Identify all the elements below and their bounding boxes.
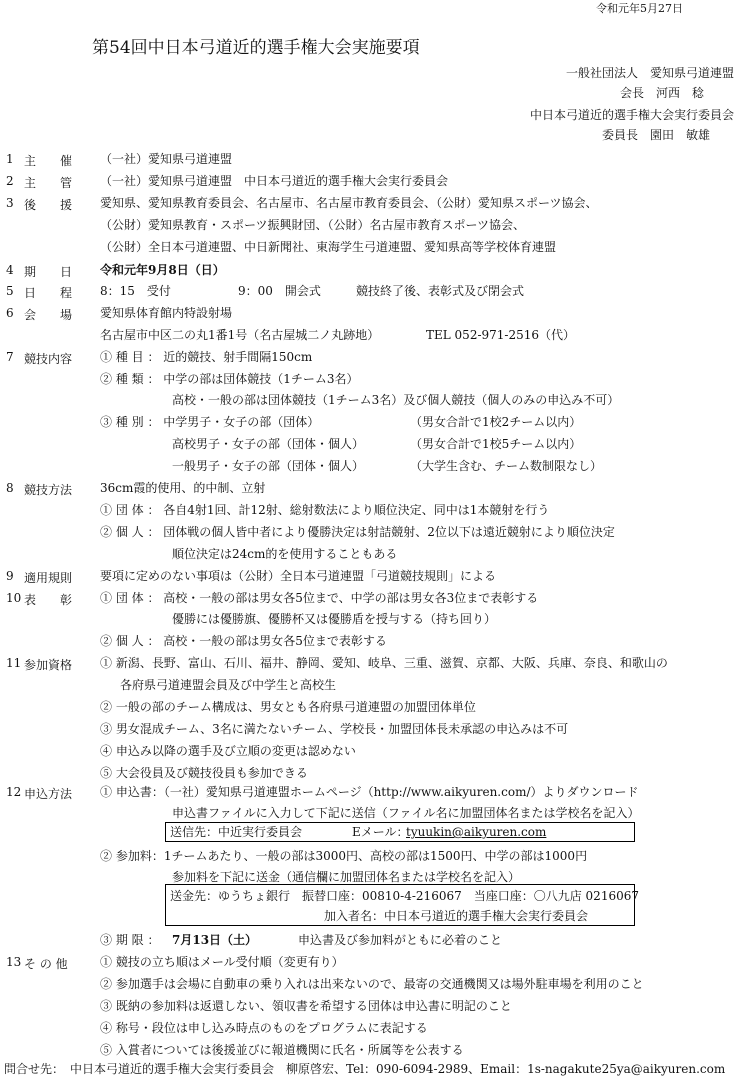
section-text: ② 個 人 ： 団体戦の個人皆中者により優勝決定は射詰競射、2位以下は遠近競射により順位決定	[100, 525, 615, 539]
section-text: ② 種 類 ： 中学の部は団体競技（1チーム3名）	[100, 372, 359, 386]
section-label: 競技内容	[24, 352, 73, 366]
section-text: （公財）全日本弓道連盟、中日新聞社、東海学生弓道連盟、愛知県高等学校体育連盟	[100, 240, 557, 254]
section-number: 8	[6, 481, 14, 495]
section-text: 要項に定めのない事項は（公財）全日本弓道連盟「弓道競技規則」による	[100, 569, 497, 583]
section-text: ④ 称号・段位は申し込み時点のものをプログラムに表記する	[100, 1021, 428, 1035]
email-recipient: 送信先：中近実行委員会	[170, 825, 303, 839]
section-label: そ の 他	[24, 957, 68, 971]
section-text: 優勝には優勝旗、優勝杯又は優勝盾を授与する（持ち回り）	[172, 612, 497, 626]
section-label: 表 彰	[24, 593, 73, 607]
section-number: 13	[6, 955, 22, 969]
section-text: ② 参加選手は会場に自動車の乗り入れは出来ないので、最寄の交通機関又は場外駐車場を利用のこと	[100, 977, 644, 991]
section-number: 12	[6, 785, 22, 799]
section-text: ① 申込書：（一社）愛知県弓道連盟ホームページ（http://www.aikyuren.com/）よりダウンロード	[100, 785, 639, 799]
section-number: 9	[6, 569, 14, 583]
section-text: ⑤ 大会役員及び競技役員も参加できる	[100, 766, 308, 780]
section-text: 順位決定は24cm的を使用することもある	[172, 547, 398, 561]
section-note: （男女合計で1校2チーム以内）	[410, 415, 582, 429]
section-number: 11	[6, 656, 22, 670]
section-text: 高校男子・女子の部（団体・個人）	[172, 437, 365, 451]
section-label: 会 場	[24, 308, 73, 322]
section-number: 5	[6, 284, 14, 298]
venue-phone: TEL 052-971-2516（代）	[426, 328, 576, 342]
schedule-item: 8：15 受付	[100, 284, 171, 298]
section-text: 高校・一般の部は団体競技（1チーム3名）及び個人競技（個人のみの申込み不可）	[172, 393, 620, 407]
venue-name: 愛知県体育館内特設射場	[100, 306, 233, 320]
section-note: （男女合計で1校5チーム以内）	[410, 437, 582, 451]
section-label: 競技方法	[24, 483, 73, 497]
payment-account: 送金先：ゆうちょ銀行 振替口座：00810-4-216067 当座口座：〇八九店 0216067	[170, 889, 639, 903]
section-text: 各府県弓道連盟会員及び中学生と高校生	[120, 678, 337, 692]
deadline-label: ③ 期 限 ：	[100, 933, 160, 947]
section-number: 4	[6, 263, 14, 277]
schedule-item: 競技終了後、表彰式及び閉会式	[356, 284, 525, 298]
deadline-date: 7月13日（土）	[172, 933, 258, 947]
payment-holder: 加入者名：中日本弓道近的選手権大会実行委員会	[324, 909, 589, 923]
contact-info: 問合せ先： 中日本弓道近的選手権大会実行委員会 柳原啓宏、Tel：090-6094-2989、Email：1s-nagakute25ya@aikyuren.com	[4, 1062, 726, 1076]
venue-address: 名古屋市中区二の丸1番1号（名古屋城二ノ丸跡地）	[100, 328, 380, 342]
section-label: 参加資格	[24, 658, 73, 672]
section-text: ④ 申込み以降の選手及び立順の変更は認めない	[100, 744, 356, 758]
document-date: 令和元年5月27日	[596, 2, 683, 15]
email-link[interactable]: tyuukin@aikyuren.com	[406, 825, 547, 839]
section-text: ③ 男女混成チーム、3名に満たないチーム、学校長・加盟団体長未承認の申込みは不可	[100, 722, 569, 736]
section-number: 10	[6, 591, 22, 605]
deadline-note: 申込書及び参加料がともに必着のこと	[298, 933, 503, 947]
section-number: 7	[6, 350, 14, 364]
organizer-line: 会長 河西 稔	[619, 86, 704, 100]
document-title: 第54回中日本弓道近的選手権大会実施要項	[92, 38, 420, 58]
email-label: Eメール：	[352, 825, 409, 839]
event-date: 令和元年9月8日（日）	[100, 263, 225, 277]
section-number: 3	[6, 196, 14, 210]
section-label: 期 日	[24, 265, 73, 279]
organizer-line: 一般社団法人 愛知県弓道連盟	[565, 66, 734, 80]
section-text: ① 新潟、長野、富山、石川、福井、静岡、愛知、岐阜、三重、滋賀、京都、大阪、兵庫、奈良、和歌山の	[100, 656, 668, 670]
section-number: 1	[6, 152, 14, 166]
section-text: ② 参加料：1チームあたり、一般の部は3000円、高校の部は1500円、中学の部は1000円	[100, 849, 588, 863]
section-text: ① 競技の立ち順はメール受付順（変更有り）	[100, 955, 344, 969]
section-text: ③ 種 別 ： 中学男子・女子の部（団体）	[100, 415, 320, 429]
schedule-item: 9：00 開会式	[238, 284, 321, 298]
section-note: （大学生含む、チーム数制限なし）	[410, 459, 603, 473]
section-text: ② 個 人 ： 高校・一般の部は男女各5位まで表彰する	[100, 634, 387, 648]
section-text: ⑤ 入賞者については後援並びに報道機関に氏名・所属等を公表する	[100, 1043, 464, 1057]
section-label: 主 催	[24, 154, 73, 168]
section-text: 愛知県、愛知県教育委員会、名古屋市、名古屋市教育委員会、（公財）愛知県スポーツ協会、	[100, 196, 598, 210]
section-text: ③ 既納の参加料は返還しない、領収書を希望する団体は申込書に明記のこと	[100, 999, 512, 1013]
section-text: ① 種 目 ： 近的競技、射手間隔150cm	[100, 350, 313, 364]
section-label: 主 管	[24, 176, 73, 190]
section-number: 6	[6, 306, 14, 320]
section-number: 2	[6, 174, 14, 188]
section-text: 36cm霞的使用、的中制、立射	[100, 481, 266, 495]
section-label: 日 程	[24, 286, 73, 300]
section-label: 申込方法	[24, 787, 73, 801]
section-text: 申込書ファイルに入力して下記に送信（ファイル名に加盟団体名または学校名を記入）	[172, 806, 640, 820]
section-label: 後 援	[24, 198, 73, 212]
section-text: 参加料を下記に送金（通信欄に加盟団体名または学校名を記入）	[172, 870, 521, 884]
section-text: ① 団 体 ： 各自4射1回、計12射、総射数法により順位決定、同中は1本競射を行う	[100, 503, 550, 517]
section-text: ② 一般の部のチーム構成は、男女とも各府県弓道連盟の加盟団体単位	[100, 700, 476, 714]
section-label: 適用規則	[24, 571, 73, 585]
section-text: （公財）愛知県教育・スポーツ振興財団、（公財）名古屋市教育スポーツ協会、	[100, 218, 526, 232]
section-text: 一般男子・女子の部（団体・個人）	[172, 459, 365, 473]
organizer-line: 中日本弓道近的選手権大会実行委員会	[529, 108, 734, 122]
section-text: ① 団 体 ： 高校・一般の部は男女各5位まで、中学の部は男女各3位まで表彰する	[100, 591, 539, 605]
section-text: （一社）愛知県弓道連盟 中日本弓道近的選手権大会実行委員会	[100, 174, 449, 188]
organizer-line: 委員長 園田 敏雄	[601, 128, 710, 142]
section-text: （一社）愛知県弓道連盟	[100, 152, 233, 166]
